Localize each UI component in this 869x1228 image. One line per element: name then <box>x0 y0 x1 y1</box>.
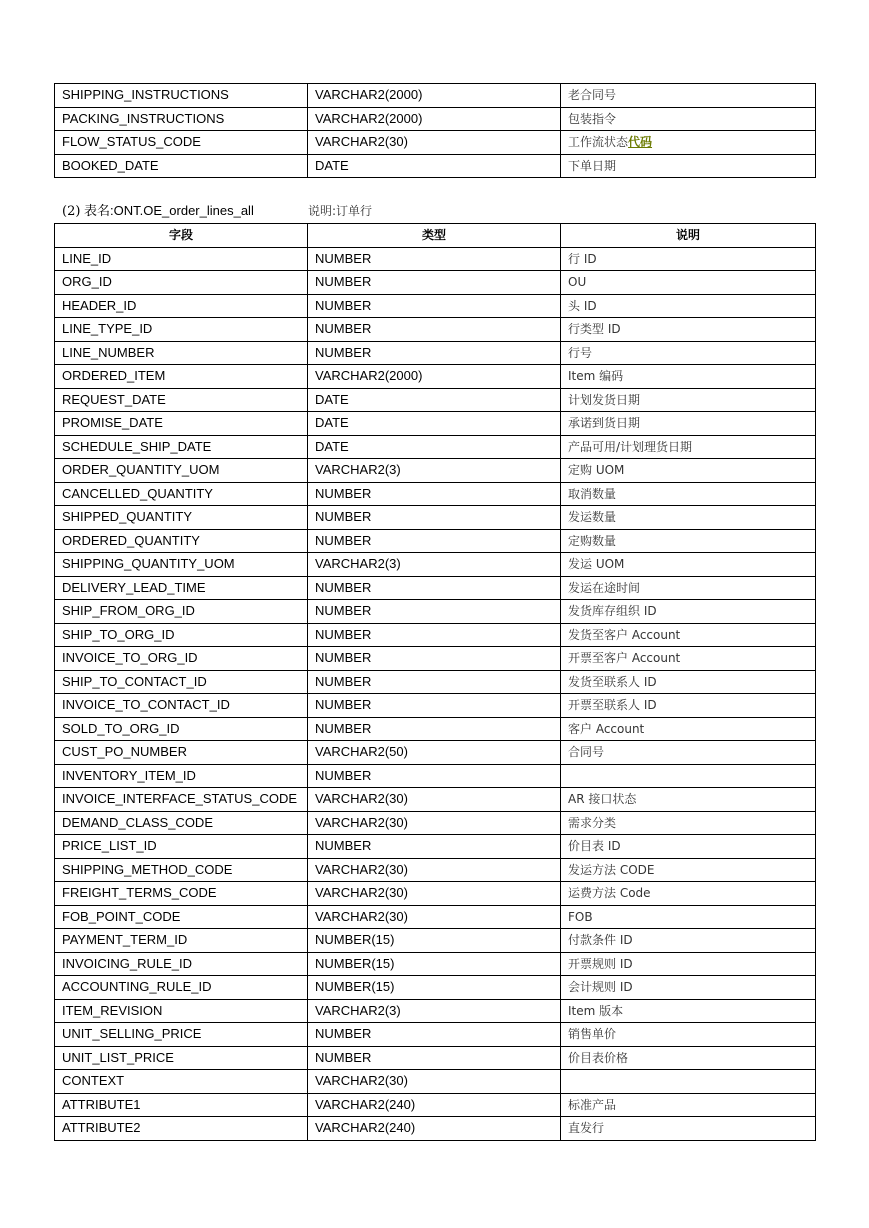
description-text: 发货库存组织 ID <box>568 604 657 619</box>
field-cell: DEMAND_CLASS_CODE <box>55 811 308 835</box>
type-cell: NUMBER <box>308 341 561 365</box>
field-cell: ATTRIBUTE2 <box>55 1117 308 1141</box>
description-text: 产品可用/计划理货日期 <box>568 439 693 454</box>
description-text: 发运方法 CODE <box>568 862 655 877</box>
field-cell: INVOICE_INTERFACE_STATUS_CODE <box>55 788 308 812</box>
field-cell: FLOW_STATUS_CODE <box>55 131 308 155</box>
order-lines-table <box>54 223 816 1141</box>
table-row <box>55 858 816 882</box>
description-cell <box>561 553 816 577</box>
type-cell: VARCHAR2(240) <box>308 1117 561 1141</box>
description-text: 销售单价 <box>568 1027 617 1042</box>
description-cell <box>561 576 816 600</box>
description-cell <box>561 670 816 694</box>
table-row <box>55 341 816 365</box>
type-cell: VARCHAR2(3) <box>308 553 561 577</box>
table-row <box>55 318 816 342</box>
type-cell: NUMBER <box>308 835 561 859</box>
description-cell <box>561 271 816 295</box>
type-cell: VARCHAR2(30) <box>308 131 561 155</box>
description-text: 开票规则 ID <box>568 956 633 971</box>
type-cell: NUMBER <box>308 647 561 671</box>
field-cell: SHIP_TO_CONTACT_ID <box>55 670 308 694</box>
type-cell: VARCHAR2(3) <box>308 999 561 1023</box>
field-cell: SHIPPING_QUANTITY_UOM <box>55 553 308 577</box>
type-cell: VARCHAR2(30) <box>308 858 561 882</box>
description-text: 会计规则 ID <box>568 980 633 995</box>
description-text: 开票至联系人 ID <box>568 698 657 713</box>
description-text: 发运在途时间 <box>568 580 641 595</box>
field-cell: LINE_NUMBER <box>55 341 308 365</box>
table-row <box>55 365 816 389</box>
description-cell <box>561 247 816 271</box>
table-row <box>55 154 816 178</box>
table-row <box>55 764 816 788</box>
table-row <box>55 107 816 131</box>
description-text: 承诺到货日期 <box>568 416 641 431</box>
description-cell <box>561 835 816 859</box>
field-cell: ORDER_QUANTITY_UOM <box>55 459 308 483</box>
description-text: 合同号 <box>568 745 605 760</box>
description-cell <box>561 717 816 741</box>
table-row <box>55 506 816 530</box>
table-row <box>55 788 816 812</box>
header-type: 类型 <box>308 224 561 248</box>
field-cell: ITEM_REVISION <box>55 999 308 1023</box>
table-row <box>55 835 816 859</box>
type-cell: NUMBER(15) <box>308 976 561 1000</box>
table-row <box>55 553 816 577</box>
table-header-row <box>55 224 816 248</box>
description-cell <box>561 131 816 155</box>
field-cell: SHIP_TO_ORG_ID <box>55 623 308 647</box>
field-cell: SOLD_TO_ORG_ID <box>55 717 308 741</box>
type-cell: NUMBER(15) <box>308 952 561 976</box>
type-cell: NUMBER <box>308 623 561 647</box>
description-cell <box>561 976 816 1000</box>
description-cell <box>561 694 816 718</box>
field-cell: SHIPPING_METHOD_CODE <box>55 858 308 882</box>
description-text: 行 ID <box>568 251 597 266</box>
table-row <box>55 952 816 976</box>
caption-number: (2) <box>62 204 81 219</box>
description-cell <box>561 435 816 459</box>
table-row <box>55 1070 816 1094</box>
field-cell: INVOICE_TO_ORG_ID <box>55 647 308 671</box>
description-text: 定购 UOM <box>568 463 625 478</box>
type-cell: VARCHAR2(2000) <box>308 365 561 389</box>
type-cell: NUMBER <box>308 294 561 318</box>
table-row <box>55 1023 816 1047</box>
description-cell <box>561 318 816 342</box>
field-cell: INVOICING_RULE_ID <box>55 952 308 976</box>
type-cell: NUMBER <box>308 764 561 788</box>
type-cell: VARCHAR2(30) <box>308 788 561 812</box>
field-cell: UNIT_SELLING_PRICE <box>55 1023 308 1047</box>
type-cell: NUMBER <box>308 506 561 530</box>
description-cell <box>561 529 816 553</box>
caption-description: 说明:订单行 <box>308 204 373 218</box>
type-cell: NUMBER <box>308 529 561 553</box>
description-cell <box>561 600 816 624</box>
description-text: 定购数量 <box>568 533 617 548</box>
table-row <box>55 482 816 506</box>
field-cell: SCHEDULE_SHIP_DATE <box>55 435 308 459</box>
field-cell: DELIVERY_LEAD_TIME <box>55 576 308 600</box>
description-text: 需求分类 <box>568 815 617 830</box>
description-cell <box>561 1023 816 1047</box>
table-row <box>55 529 816 553</box>
table-row <box>55 435 816 459</box>
description-cell <box>561 882 816 906</box>
description-text: 包装指令 <box>568 111 617 126</box>
type-cell: VARCHAR2(2000) <box>308 84 561 108</box>
description-cell <box>561 1117 816 1141</box>
table-row <box>55 84 816 108</box>
table-row <box>55 1046 816 1070</box>
table-row <box>55 717 816 741</box>
description-cell <box>561 623 816 647</box>
field-cell: UNIT_LIST_PRICE <box>55 1046 308 1070</box>
table-row <box>55 271 816 295</box>
type-cell: VARCHAR2(2000) <box>308 107 561 131</box>
table-row <box>55 459 816 483</box>
table-row <box>55 600 816 624</box>
description-text: 下单日期 <box>568 158 617 173</box>
field-cell: CUST_PO_NUMBER <box>55 741 308 765</box>
description-cell <box>561 952 816 976</box>
table-row <box>55 905 816 929</box>
type-cell: NUMBER <box>308 247 561 271</box>
field-cell: CONTEXT <box>55 1070 308 1094</box>
type-cell: NUMBER <box>308 670 561 694</box>
table-row <box>55 388 816 412</box>
type-cell: VARCHAR2(30) <box>308 811 561 835</box>
description-text: 头 ID <box>568 298 597 313</box>
description-cell <box>561 811 816 835</box>
description-cell <box>561 788 816 812</box>
table-row <box>55 670 816 694</box>
description-cell <box>561 764 816 788</box>
type-cell: VARCHAR2(50) <box>308 741 561 765</box>
type-cell: DATE <box>308 154 561 178</box>
description-text: 客户 Account <box>568 721 645 736</box>
description-cell <box>561 1093 816 1117</box>
table-caption <box>62 203 373 220</box>
field-cell: INVENTORY_ITEM_ID <box>55 764 308 788</box>
field-cell: ATTRIBUTE1 <box>55 1093 308 1117</box>
table-row <box>55 1117 816 1141</box>
type-cell: DATE <box>308 435 561 459</box>
field-cell: ORDERED_QUANTITY <box>55 529 308 553</box>
table-row <box>55 576 816 600</box>
table-row <box>55 811 816 835</box>
field-cell: BOOKED_DATE <box>55 154 308 178</box>
description-cell <box>561 506 816 530</box>
caption-table-name: 表名:ONT.OE_order_lines_all <box>84 203 254 218</box>
type-cell: DATE <box>308 388 561 412</box>
table-row <box>55 294 816 318</box>
description-text: 运费方法 Code <box>568 886 651 901</box>
description-cell <box>561 741 816 765</box>
type-cell: NUMBER <box>308 271 561 295</box>
description-cell <box>561 482 816 506</box>
description-text: Item 版本 <box>568 1003 624 1018</box>
description-text: 行号 <box>568 345 593 360</box>
type-cell: NUMBER <box>308 717 561 741</box>
type-cell: NUMBER <box>308 694 561 718</box>
description-text: 发货至联系人 ID <box>568 674 657 689</box>
description-text: 工作流状态 <box>568 135 629 150</box>
table-row <box>55 647 816 671</box>
type-cell: NUMBER <box>308 600 561 624</box>
description-cell <box>561 388 816 412</box>
description-cell <box>561 294 816 318</box>
description-text: 价目表价格 <box>568 1050 629 1065</box>
description-text: FOB <box>568 909 593 924</box>
top-table-body <box>55 84 816 178</box>
field-cell: FOB_POINT_CODE <box>55 905 308 929</box>
field-cell: SHIP_FROM_ORG_ID <box>55 600 308 624</box>
description-text: 发运 UOM <box>568 557 625 572</box>
field-cell: PACKING_INSTRUCTIONS <box>55 107 308 131</box>
type-cell: VARCHAR2(30) <box>308 882 561 906</box>
table-row <box>55 882 816 906</box>
description-text: 开票至客户 Account <box>568 651 681 666</box>
description-cell <box>561 929 816 953</box>
description-cell <box>561 154 816 178</box>
type-cell: VARCHAR2(30) <box>308 1070 561 1094</box>
type-cell: NUMBER <box>308 576 561 600</box>
description-cell <box>561 84 816 108</box>
description-cell <box>561 905 816 929</box>
type-cell: NUMBER <box>308 1023 561 1047</box>
table-row <box>55 623 816 647</box>
type-cell: NUMBER <box>308 1046 561 1070</box>
field-cell: CANCELLED_QUANTITY <box>55 482 308 506</box>
field-cell: HEADER_ID <box>55 294 308 318</box>
table-row <box>55 1093 816 1117</box>
header-field: 字段 <box>55 224 308 248</box>
description-cell <box>561 999 816 1023</box>
description-text: 付款条件 ID <box>568 933 633 948</box>
header-description: 说明 <box>561 224 816 248</box>
table-row <box>55 412 816 436</box>
table-row <box>55 247 816 271</box>
field-cell: LINE_ID <box>55 247 308 271</box>
description-cell <box>561 341 816 365</box>
description-cell <box>561 412 816 436</box>
description-cell <box>561 1070 816 1094</box>
type-cell: VARCHAR2(3) <box>308 459 561 483</box>
type-cell: VARCHAR2(30) <box>308 905 561 929</box>
description-text: 老合同号 <box>568 88 617 103</box>
type-cell: DATE <box>308 412 561 436</box>
field-cell: INVOICE_TO_CONTACT_ID <box>55 694 308 718</box>
description-text: Item 编码 <box>568 369 624 384</box>
description-text: 行类型 ID <box>568 322 621 337</box>
table-row <box>55 929 816 953</box>
table-row <box>55 999 816 1023</box>
table-row <box>55 741 816 765</box>
field-cell: PAYMENT_TERM_ID <box>55 929 308 953</box>
description-cell <box>561 459 816 483</box>
description-cell <box>561 858 816 882</box>
field-cell: ORG_ID <box>55 271 308 295</box>
description-cell <box>561 1046 816 1070</box>
description-text: 取消数量 <box>568 486 617 501</box>
description-text: AR 接口状态 <box>568 792 637 807</box>
field-cell: SHIPPED_QUANTITY <box>55 506 308 530</box>
description-cell <box>561 647 816 671</box>
field-cell: SHIPPING_INSTRUCTIONS <box>55 84 308 108</box>
field-cell: PRICE_LIST_ID <box>55 835 308 859</box>
table-row <box>55 694 816 718</box>
description-text: 计划发货日期 <box>568 392 641 407</box>
field-cell: PROMISE_DATE <box>55 412 308 436</box>
type-cell: NUMBER <box>308 482 561 506</box>
description-text: 价目表 ID <box>568 839 621 854</box>
description-text: 发货至客户 Account <box>568 627 681 642</box>
table-row <box>55 131 816 155</box>
field-cell: ORDERED_ITEM <box>55 365 308 389</box>
field-cell: FREIGHT_TERMS_CODE <box>55 882 308 906</box>
field-cell: LINE_TYPE_ID <box>55 318 308 342</box>
type-cell: NUMBER(15) <box>308 929 561 953</box>
order-lines-table-body <box>55 247 816 1140</box>
description-text: OU <box>568 275 587 290</box>
description-text: 标准产品 <box>568 1097 617 1112</box>
description-cell <box>561 107 816 131</box>
description-cell <box>561 365 816 389</box>
field-cell: REQUEST_DATE <box>55 388 308 412</box>
top-table-fragment <box>54 83 816 178</box>
type-cell: VARCHAR2(240) <box>308 1093 561 1117</box>
type-cell: NUMBER <box>308 318 561 342</box>
field-cell: ACCOUNTING_RULE_ID <box>55 976 308 1000</box>
table-row <box>55 976 816 1000</box>
description-text: 发运数量 <box>568 510 617 525</box>
description-text: 直发行 <box>568 1121 605 1136</box>
description-link[interactable]: 代码 <box>628 135 653 150</box>
